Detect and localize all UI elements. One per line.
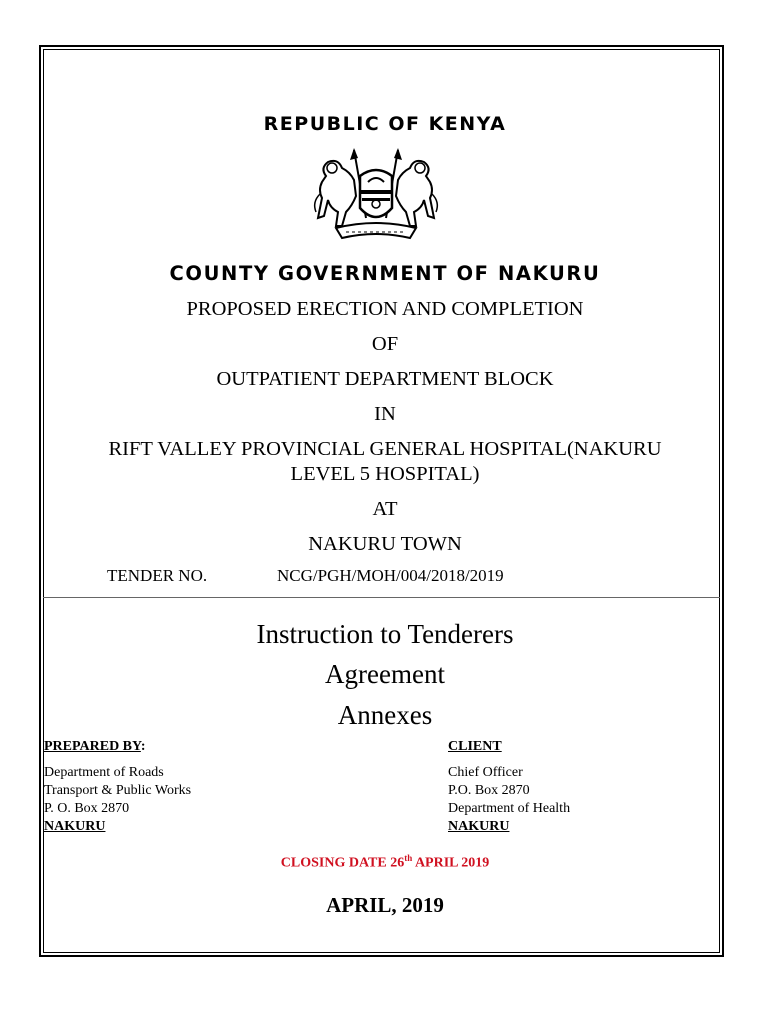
doc-title-2: Agreement: [325, 659, 445, 689]
client-heading: CLIENT: [448, 739, 502, 754]
closing-sup: th: [404, 853, 413, 863]
client-line-3: Department of Health: [448, 801, 571, 816]
kenya-coat-of-arms-icon: [306, 146, 446, 246]
prepared-by-label: PREPARED BY: [44, 739, 141, 754]
project-line-7: NAKURU TOWN: [308, 533, 462, 555]
client-line-2: P.O. Box 2870: [448, 783, 530, 798]
divider: [43, 597, 720, 598]
republic-heading: REPUBLIC OF KENYA: [263, 113, 507, 135]
closing-prefix: CLOSING DATE 26: [280, 855, 405, 871]
project-line-5b: LEVEL 5 HOSPITAL): [290, 463, 480, 485]
doc-title-1: Instruction to Tenderers: [256, 619, 514, 649]
prepared-line-4: NAKURU: [44, 819, 106, 834]
closing-suffix: APRIL 2019: [412, 855, 490, 871]
project-line-2: OF: [371, 333, 399, 355]
project-line-4: IN: [374, 403, 396, 425]
doc-title-3: Annexes: [337, 700, 433, 730]
client-line-4: NAKURU: [448, 819, 510, 834]
prepared-line-3: P. O. Box 2870: [44, 801, 130, 816]
prepared-by-colon: :: [140, 739, 146, 754]
project-line-1: PROPOSED ERECTION AND COMPLETION: [186, 298, 584, 320]
tender-number: NCG/PGH/MOH/004/2018/2019: [277, 566, 504, 585]
project-line-3: OUTPATIENT DEPARTMENT BLOCK: [216, 368, 554, 390]
county-heading: COUNTY GOVERNMENT OF NAKURU: [169, 262, 601, 285]
client-line-1: Chief Officer: [448, 765, 523, 780]
tender-label: TENDER NO.: [107, 566, 208, 585]
prepared-line-2: Transport & Public Works: [44, 783, 192, 798]
issue-date: APRIL, 2019: [326, 893, 444, 917]
project-line-5a: RIFT VALLEY PROVINCIAL GENERAL HOSPITAL(NAKURU: [108, 438, 662, 460]
prepared-line-1: Department of Roads: [44, 765, 164, 780]
closing-date: [0, 853, 770, 872]
project-line-6: AT: [372, 498, 398, 520]
prepared-by-heading: [44, 739, 146, 755]
